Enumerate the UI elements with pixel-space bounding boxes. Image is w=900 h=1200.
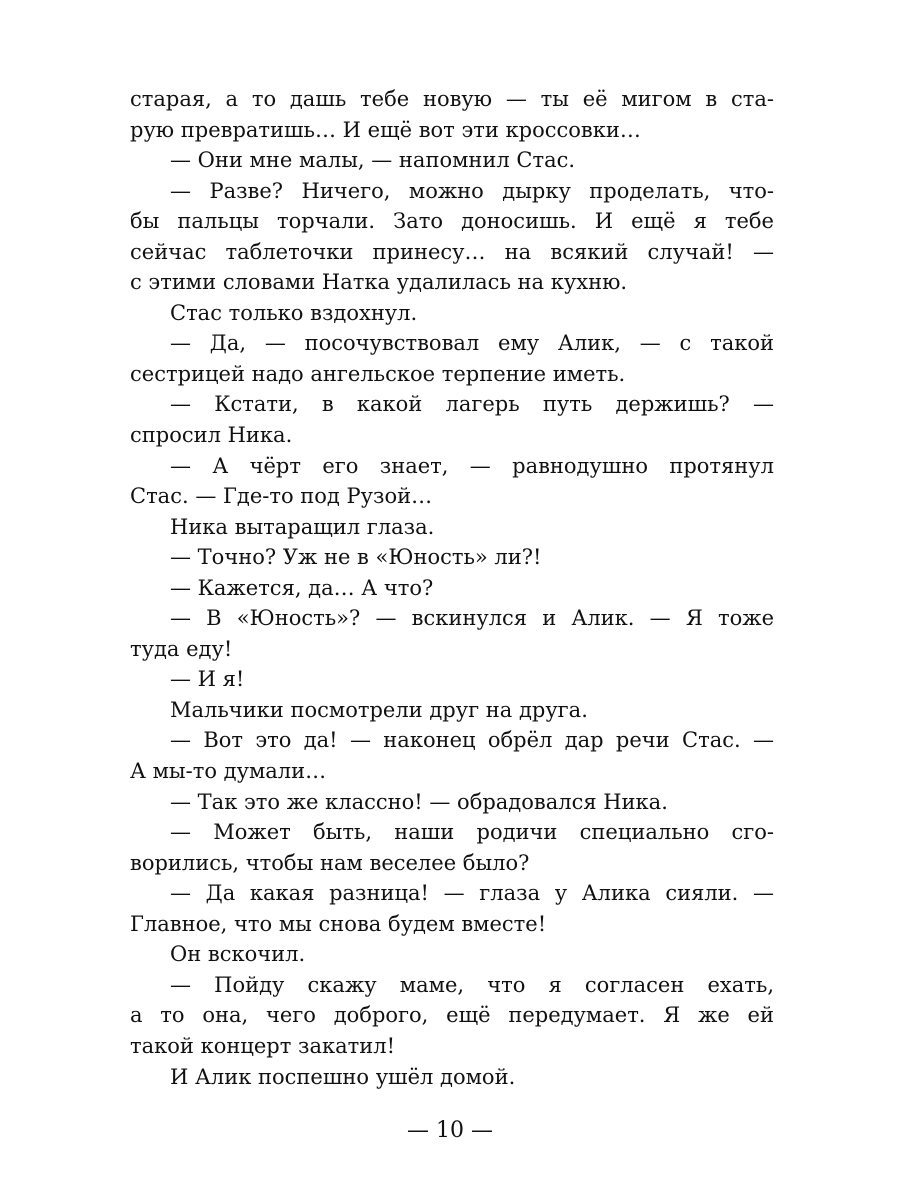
text-line: — Они мне малы, — напомнил Стас. — [170, 148, 576, 173]
text-line: — Кажется, да… А что? — [170, 575, 434, 600]
text-line: Главное, что мы снова будем вместе! — [130, 911, 547, 936]
text-line: — Точно? Уж не в «Юность» ли?! — [170, 545, 542, 570]
text-line: — В «Юность»? — вскинулся и Алик. — Я тоже — [170, 606, 774, 631]
text-line: сейчас таблеточки принесу… на всякий случай! — — [130, 239, 774, 264]
text-line: — Да какая разница! — глаза у Алика сияли. — — [170, 881, 774, 906]
page-number: — 10 — — [407, 1118, 493, 1143]
text-line: ворились, чтобы нам веселее было? — [130, 850, 530, 875]
text-line: рую превратишь… И ещё вот эти кроссовки… — [130, 117, 641, 142]
text-line: Мальчики посмотрели друг на друга. — [170, 697, 588, 722]
text-line: — Кстати, в какой лагерь путь держишь? — — [170, 392, 774, 417]
text-line: сестрицей надо ангельское терпение иметь. — [130, 361, 626, 386]
text-line: Стас. — Где-то под Рузой… — [130, 484, 433, 509]
text-line: — Вот это да! — наконец обрёл дар речи Стас. — — [170, 728, 774, 753]
text-line: — И я! — [170, 667, 245, 692]
text-line: туда еду! — [130, 636, 233, 661]
text-line: И Алик поспешно ушёл домой. — [170, 1064, 516, 1089]
text-line: Стас только вздохнул. — [170, 300, 418, 325]
text-line: — Может быть, наши родичи специально сго- — [170, 820, 774, 845]
text-line: старая, а то дашь тебе новую — ты её мигом в ста- — [130, 87, 774, 111]
text-line: бы пальцы торчали. Зато доносишь. И ещё я тебе — [130, 209, 774, 234]
text-line: а то она, чего доброго, ещё передумает. Я же ей — [130, 1003, 774, 1028]
text-line: — Да, — посочувствовал ему Алик, — с такой — [170, 331, 774, 356]
text-line: А мы-то думали… — [130, 759, 327, 784]
text-line: Он вскочил. — [170, 942, 306, 967]
text-line: Ника вытаращил глаза. — [170, 514, 435, 539]
text-line: — Разве? Ничего, можно дырку проделать, что- — [170, 178, 774, 203]
text-line: — А чёрт его знает, — равнодушно протянул — [170, 453, 774, 478]
text-line: — Так это же классно! — обрадовался Ника. — [170, 789, 668, 814]
text-line: спросил Ника. — [130, 423, 293, 448]
text-line: с этими словами Натка удалилась на кухню. — [130, 270, 628, 295]
body-text — [130, 84, 774, 1092]
text-line: — Пойду скажу маме, что я согласен ехать, — [170, 972, 774, 997]
text-line: такой концерт закатил! — [130, 1033, 396, 1058]
